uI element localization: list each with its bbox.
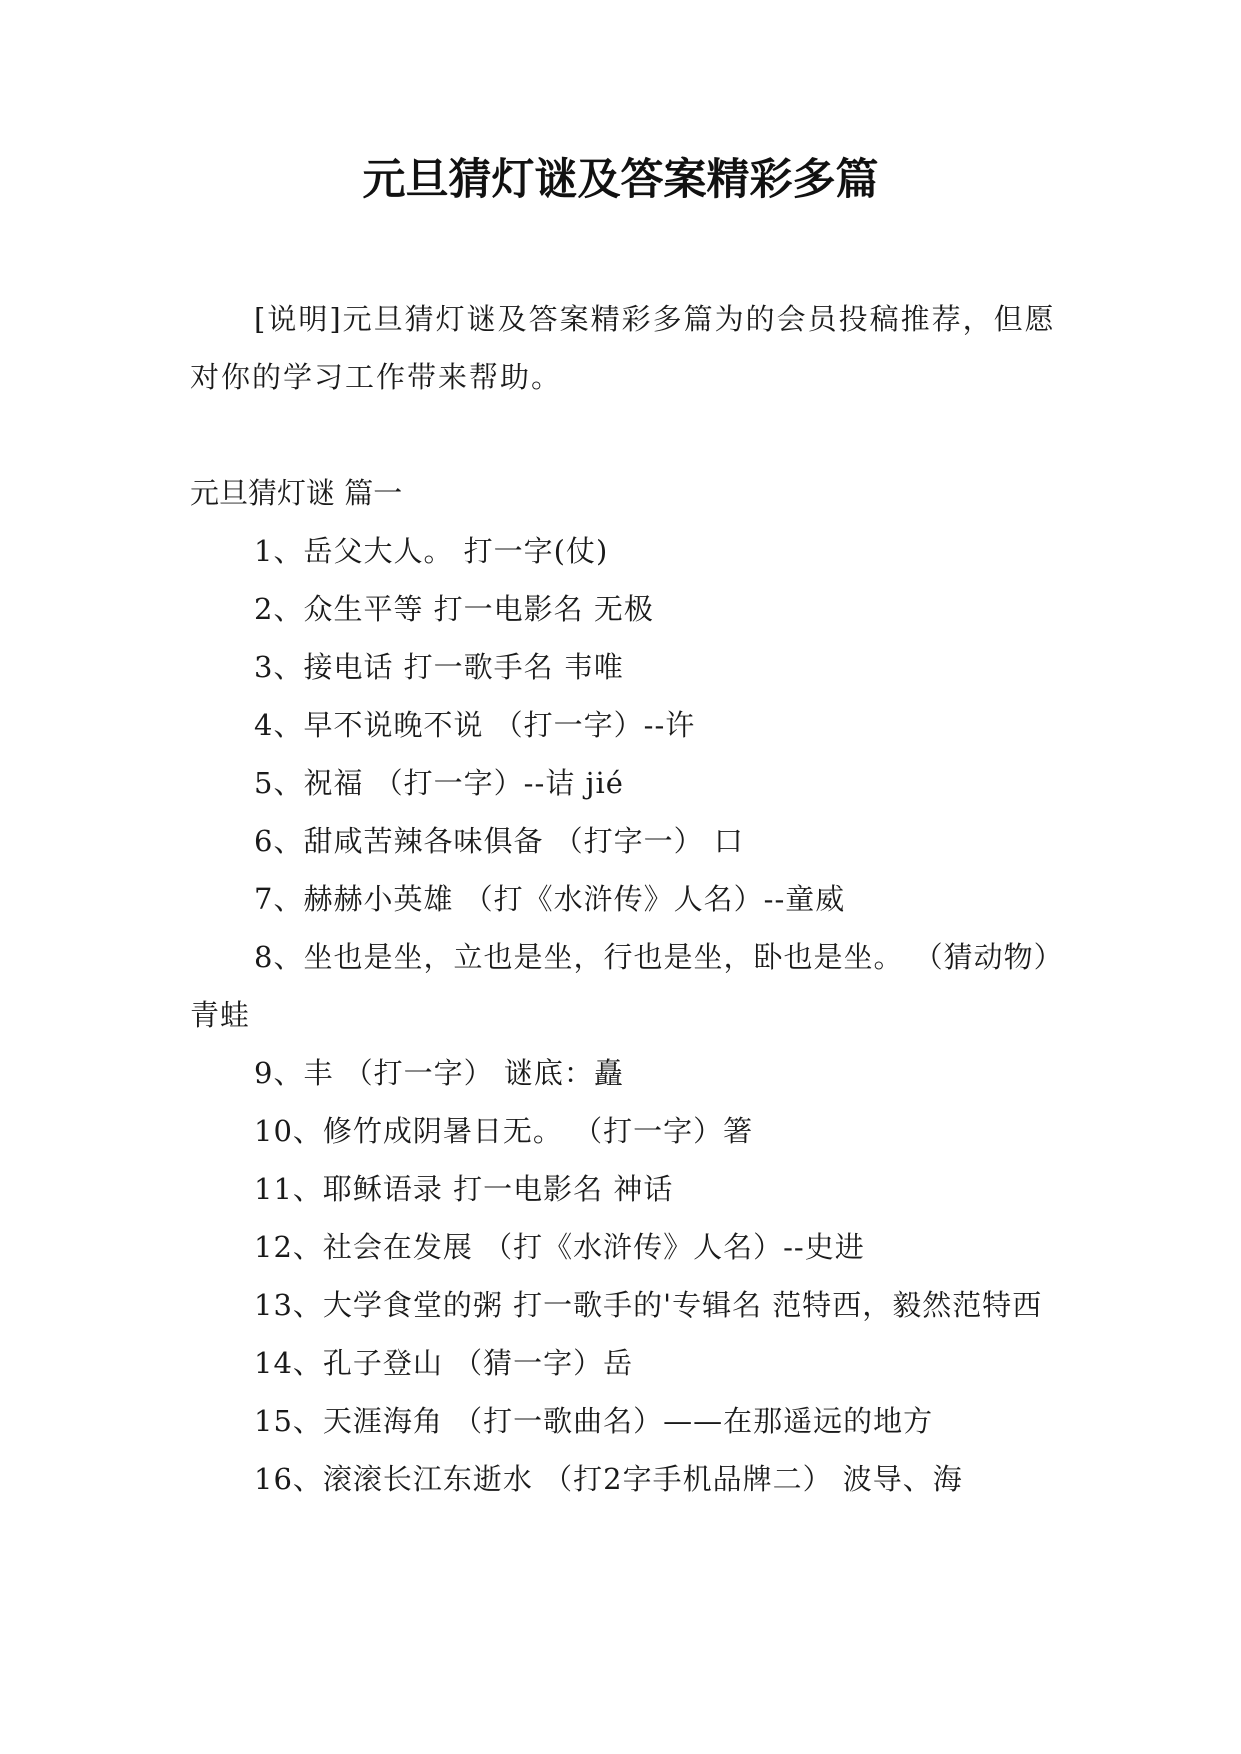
riddle-item: 4、早不说晚不说 （打一字）--许 (254, 708, 696, 742)
riddle-item: 5、祝福 （打一字）--诘 jié (254, 766, 624, 800)
riddle-item: 2、众生平等 打一电影名 无极 (254, 592, 654, 626)
page-title: 元旦猜灯谜及答案精彩多篇 (362, 155, 879, 205)
riddle-item: 3、接电话 打一歌手名 韦唯 (254, 650, 624, 684)
riddle-item: 11、耶稣语录 打一电影名 神话 (254, 1172, 674, 1206)
riddle-item: 10、修竹成阴暑日无。 （打一字）箸 (254, 1114, 754, 1148)
intro-paragraph: [说明]元旦猜灯谜及答案精彩多篇为的会员投稿推荐，但愿对你的学习工作带来帮助。 (190, 302, 1056, 394)
riddle-item: 15、天涯海角 （打一歌曲名）——在那遥远的地方 (254, 1404, 934, 1438)
riddle-item: 7、赫赫小英雄 （打《水浒传》人名）--童威 (254, 882, 846, 916)
riddle-item: 16、滚滚长江东逝水 （打2字手机品牌二） 波导、海 (254, 1462, 963, 1496)
document-body (190, 290, 1060, 1508)
riddle-item: 8、坐也是坐，立也是坐，行也是坐，卧也是坐。 （猜动物）青蛙 (190, 940, 1050, 1032)
riddle-item: 6、甜咸苦辣各味俱备 （打字一） 口 (254, 824, 744, 858)
section-heading: 元旦猜灯谜 篇一 (190, 476, 403, 510)
riddle-item: 9、丰 （打一字） 谜底：矗 (254, 1056, 624, 1090)
riddle-item: 1、岳父大人。 打一字(仗) (254, 534, 609, 568)
riddle-item: 14、孔子登山 （猜一字）岳 (254, 1346, 634, 1380)
riddle-item: 12、社会在发展 （打《水浒传》人名）--史进 (254, 1230, 865, 1264)
riddle-item: 13、大学食堂的粥 打一歌手的'专辑名 范特西，毅然范特西 (254, 1288, 1043, 1322)
